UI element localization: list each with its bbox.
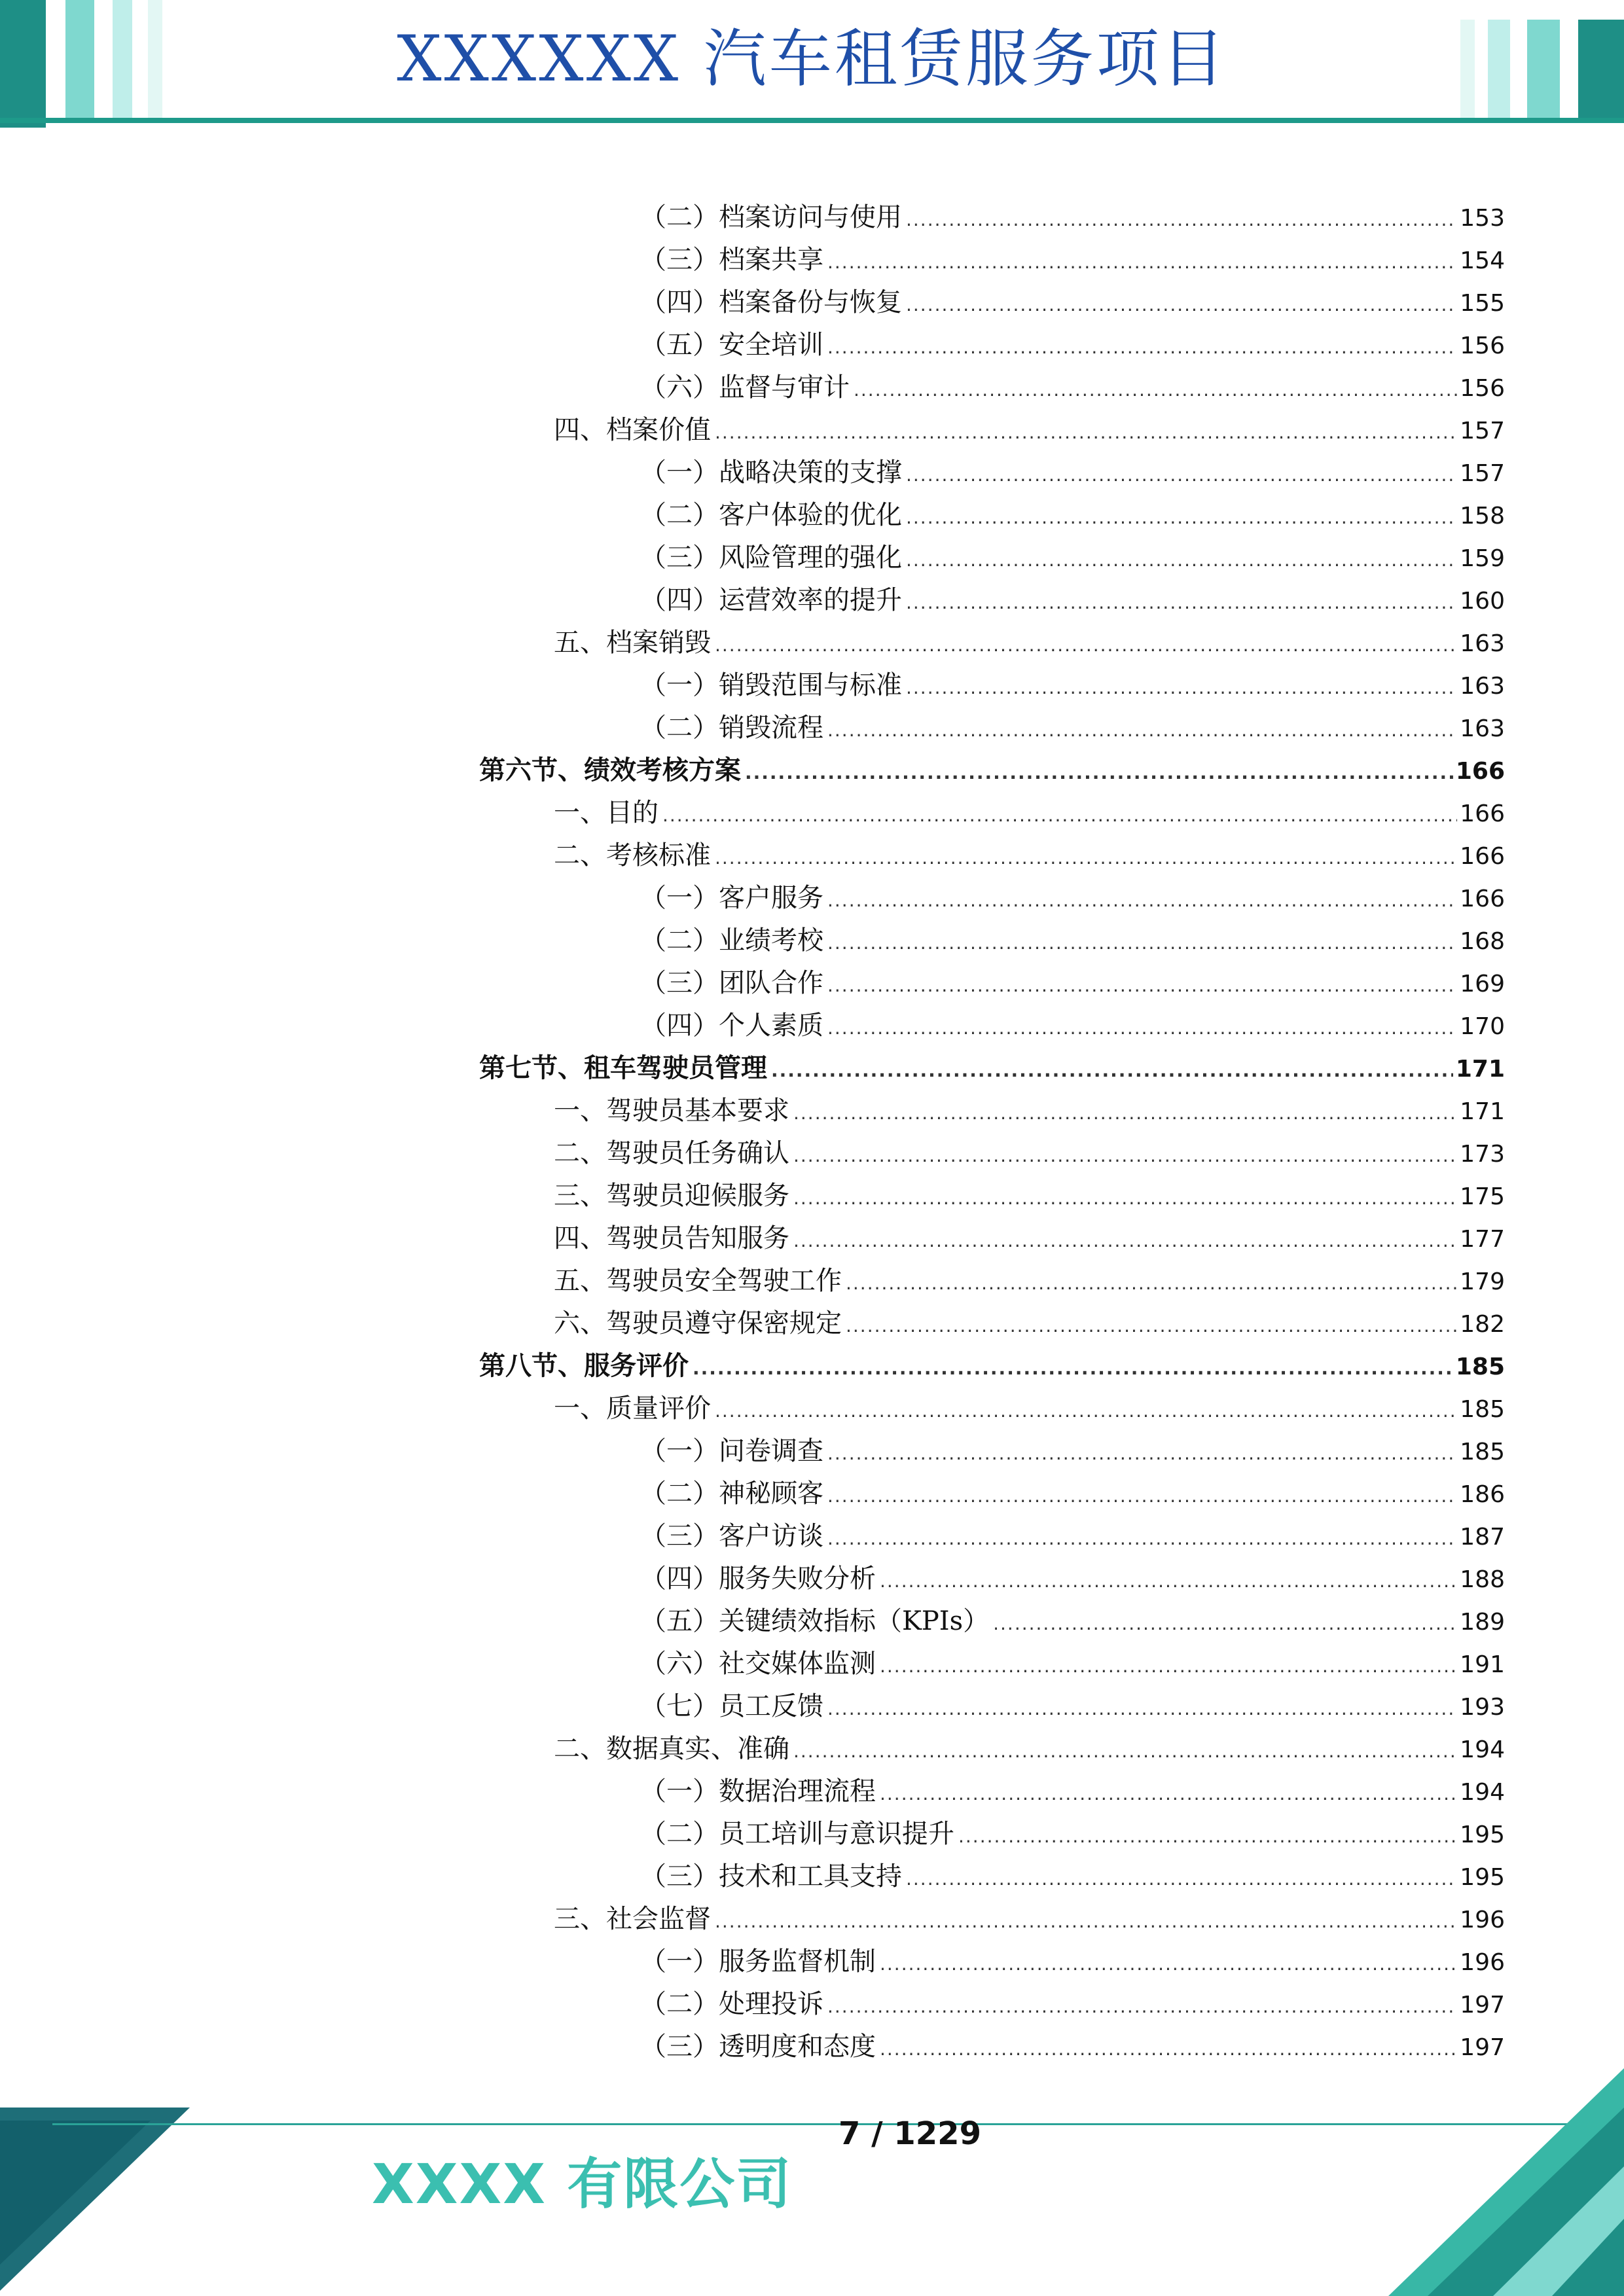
toc-leader-dots xyxy=(715,624,1457,666)
toc-entry-label: 第七节、租车驾驶员管理 xyxy=(479,1053,767,1083)
toc-entry[interactable] xyxy=(479,1345,1505,1387)
toc-leader-dots xyxy=(880,1773,1457,1815)
toc-entry-label: （五）关键绩效指标（KPIs） xyxy=(640,1606,990,1636)
toc-entry-page: 185 xyxy=(1460,1439,1505,1465)
footer-decoration-left xyxy=(0,2068,196,2296)
toc-entry-page: 182 xyxy=(1460,1311,1505,1338)
toc-entry[interactable] xyxy=(640,1005,1505,1047)
toc-entry-page: 160 xyxy=(1460,588,1505,615)
toc-entry-label: 三、社会监督 xyxy=(554,1904,711,1934)
toc-entry-label: （一）服务监督机制 xyxy=(640,1946,876,1977)
toc-leader-dots xyxy=(846,1305,1457,1347)
toc-entry-label: （一）问卷调查 xyxy=(640,1436,823,1466)
toc-entry[interactable] xyxy=(640,452,1505,493)
toc-entry-page: 186 xyxy=(1460,1481,1505,1508)
toc-entry[interactable] xyxy=(640,1770,1505,1812)
toc-entry-label: （一）客户服务 xyxy=(640,883,823,913)
toc-entry-page: 157 xyxy=(1460,460,1505,487)
toc-entry[interactable] xyxy=(640,1430,1505,1472)
toc-leader-dots xyxy=(827,1986,1457,2028)
toc-entry-page: 171 xyxy=(1460,1098,1505,1125)
toc-leader-dots xyxy=(827,242,1457,283)
toc-entry-page: 196 xyxy=(1460,1949,1505,1976)
toc-entry-label: 四、档案价值 xyxy=(554,415,711,445)
toc-entry-label: （一）销毁范围与标准 xyxy=(640,670,902,700)
toc-entry-page: 158 xyxy=(1460,503,1505,529)
toc-entry-page: 185 xyxy=(1460,1396,1505,1423)
toc-leader-dots xyxy=(993,1603,1457,1645)
toc-entry-label: （三）风险管理的强化 xyxy=(640,543,902,573)
toc-entry-label: （一）数据治理流程 xyxy=(640,1776,876,1806)
toc-entry-label: （二）档案访问与使用 xyxy=(640,202,902,232)
toc-entry[interactable] xyxy=(640,324,1505,366)
toc-entry-page: 195 xyxy=(1460,1821,1505,1848)
toc-entry-page: 175 xyxy=(1460,1183,1505,1210)
toc-entry-label: （三）技术和工具支持 xyxy=(640,1861,902,1892)
toc-entry-page: 166 xyxy=(1460,800,1505,827)
toc-entry-page: 189 xyxy=(1460,1609,1505,1636)
toc-entry-label: （三）团队合作 xyxy=(640,968,823,998)
toc-entry[interactable] xyxy=(640,1813,1505,1855)
toc-entry[interactable] xyxy=(640,239,1505,281)
toc-entry[interactable] xyxy=(554,1388,1505,1429)
toc-entry[interactable] xyxy=(640,494,1505,536)
toc-leader-dots xyxy=(745,752,1453,794)
toc-entry-page: 195 xyxy=(1460,1864,1505,1891)
toc-leader-dots xyxy=(906,582,1457,624)
toc-leader-dots xyxy=(827,1007,1457,1049)
toc-entry[interactable] xyxy=(640,1983,1505,2025)
toc-entry-page: 159 xyxy=(1460,545,1505,572)
toc-entry[interactable] xyxy=(554,1898,1505,1940)
toc-entry-page: 188 xyxy=(1460,1566,1505,1593)
toc-entry[interactable] xyxy=(640,367,1505,408)
toc-entry-page: 155 xyxy=(1460,290,1505,317)
toc-leader-dots xyxy=(715,837,1457,879)
toc-entry[interactable] xyxy=(554,409,1505,451)
toc-entry-label: （七）员工反馈 xyxy=(640,1691,823,1721)
toc-leader-dots xyxy=(906,667,1457,709)
toc-leader-dots xyxy=(793,1092,1457,1134)
toc-entry[interactable] xyxy=(554,792,1505,834)
toc-entry-page: 163 xyxy=(1460,715,1505,742)
footer xyxy=(0,2068,1624,2296)
toc-entry-page: 191 xyxy=(1460,1651,1505,1678)
toc-leader-dots xyxy=(827,922,1457,964)
toc-leader-dots xyxy=(880,1943,1457,1985)
toc-entry[interactable] xyxy=(640,962,1505,1004)
toc-entry-page: 153 xyxy=(1460,205,1505,232)
toc-entry-label: （四）服务失败分析 xyxy=(640,1564,876,1594)
header-rule xyxy=(0,118,1624,123)
company-name: XXXX 有限公司 xyxy=(372,2152,793,2216)
toc-entry-label: （一）战略决策的支撑 xyxy=(640,457,902,488)
toc-entry[interactable] xyxy=(479,1047,1505,1089)
toc-entry[interactable] xyxy=(640,1473,1505,1515)
toc-leader-dots xyxy=(715,1390,1457,1432)
toc-entry[interactable] xyxy=(640,1558,1505,1600)
toc-entry[interactable] xyxy=(640,1515,1505,1557)
toc-entry-label: （三）客户访谈 xyxy=(640,1521,823,1551)
toc-leader-dots xyxy=(906,199,1457,241)
toc-entry[interactable] xyxy=(640,1856,1505,1897)
toc-entry[interactable] xyxy=(554,622,1505,664)
toc-entry-label: 四、驾驶员告知服务 xyxy=(554,1223,789,1253)
toc-entry-page: 163 xyxy=(1460,630,1505,657)
toc-entry-label: （三）档案共享 xyxy=(640,245,823,275)
toc-entry[interactable] xyxy=(640,196,1505,238)
toc-entry-page: 197 xyxy=(1460,2034,1505,2061)
toc-entry-page: 193 xyxy=(1460,1694,1505,1721)
toc-leader-dots xyxy=(827,1688,1457,1730)
toc-entry-label: （二）员工培训与意识提升 xyxy=(640,1819,954,1849)
toc-entry-page: 185 xyxy=(1455,1354,1505,1380)
toc-entry-label: （二）业绩考校 xyxy=(640,925,823,956)
toc-entry[interactable] xyxy=(640,1941,1505,1982)
toc-leader-dots xyxy=(827,1433,1457,1475)
toc-leader-dots xyxy=(827,880,1457,922)
toc-entry-label: （四）运营效率的提升 xyxy=(640,585,902,615)
toc-entry-label: 第六节、绩效考核方案 xyxy=(479,755,741,785)
toc-entry-label: 二、考核标准 xyxy=(554,840,711,870)
toc-leader-dots xyxy=(880,1645,1457,1687)
toc-entry-page: 163 xyxy=(1460,673,1505,700)
toc-entry[interactable] xyxy=(640,537,1505,579)
toc-leader-dots xyxy=(715,1901,1457,1943)
toc-entry-page: 173 xyxy=(1460,1141,1505,1168)
toc-leader-dots xyxy=(827,1475,1457,1517)
toc-leader-dots xyxy=(906,284,1457,326)
toc-entry-page: 166 xyxy=(1455,758,1505,785)
page-number: 7 / 1229 xyxy=(839,2115,981,2152)
toc-entry[interactable] xyxy=(640,877,1505,919)
toc-entry-label: （四）个人素质 xyxy=(640,1011,823,1041)
toc-entry-label: （四）档案备份与恢复 xyxy=(640,287,902,317)
toc-entry-label: 五、驾驶员安全驾驶工作 xyxy=(554,1266,842,1296)
toc-leader-dots xyxy=(793,1220,1457,1262)
toc-entry-label: 第八节、服务评价 xyxy=(479,1351,689,1381)
toc-leader-dots xyxy=(793,1731,1457,1772)
toc-entry[interactable] xyxy=(479,749,1505,791)
toc-entry[interactable] xyxy=(640,579,1505,621)
toc-entry-page: 156 xyxy=(1460,375,1505,402)
toc-entry[interactable] xyxy=(554,1175,1505,1217)
toc-entry-page: 187 xyxy=(1460,1524,1505,1551)
toc-leader-dots xyxy=(771,1050,1453,1092)
toc-leader-dots xyxy=(715,412,1457,454)
toc-leader-dots xyxy=(827,965,1457,1007)
toc-entry-label: （五）安全培训 xyxy=(640,330,823,360)
toc-entry[interactable] xyxy=(640,2026,1505,2068)
toc-entry-label: 一、质量评价 xyxy=(554,1393,711,1424)
toc-entry-label: （三）透明度和态度 xyxy=(640,2032,876,2062)
toc-entry[interactable] xyxy=(554,834,1505,876)
toc-leader-dots xyxy=(880,1560,1457,1602)
toc-leader-dots xyxy=(662,795,1457,836)
toc-leader-dots xyxy=(906,497,1457,539)
toc-entry[interactable] xyxy=(554,1302,1505,1344)
toc-entry[interactable] xyxy=(640,1643,1505,1685)
toc-entry-page: 166 xyxy=(1460,886,1505,912)
toc-leader-dots xyxy=(827,1518,1457,1560)
toc-entry-page: 169 xyxy=(1460,971,1505,997)
footer-decoration-right xyxy=(1349,2068,1624,2296)
toc-entry-page: 196 xyxy=(1460,1907,1505,1933)
toc-entry-label: 六、驾驶员遵守保密规定 xyxy=(554,1308,842,1338)
toc-entry[interactable] xyxy=(554,1728,1505,1770)
toc-entry-page: 168 xyxy=(1460,928,1505,955)
toc-entry-page: 170 xyxy=(1460,1013,1505,1040)
toc-leader-dots xyxy=(793,1135,1457,1177)
toc-entry-page: 154 xyxy=(1460,247,1505,274)
toc-entry-page: 177 xyxy=(1460,1226,1505,1253)
toc-entry-page: 194 xyxy=(1460,1779,1505,1806)
toc-entry[interactable] xyxy=(640,281,1505,323)
toc-entry-label: （二）销毁流程 xyxy=(640,713,823,743)
toc-leader-dots xyxy=(958,1816,1457,1857)
toc-entry[interactable] xyxy=(554,1260,1505,1302)
toc-leader-dots xyxy=(906,1858,1457,1900)
toc-entry-label: 五、档案销毁 xyxy=(554,628,711,658)
toc-entry-label: 一、驾驶员基本要求 xyxy=(554,1096,789,1126)
toc-entry-page: 156 xyxy=(1460,332,1505,359)
toc-leader-dots xyxy=(854,369,1457,411)
toc-entry[interactable] xyxy=(554,1132,1505,1174)
toc-entry[interactable] xyxy=(554,1090,1505,1132)
toc-leader-dots xyxy=(906,539,1457,581)
toc-leader-dots xyxy=(693,1348,1453,1390)
toc-leader-dots xyxy=(906,454,1457,496)
toc-leader-dots xyxy=(827,327,1457,368)
toc-entry-page: 166 xyxy=(1460,843,1505,870)
toc-entry[interactable] xyxy=(640,1600,1505,1642)
toc-entry-label: 二、数据真实、准确 xyxy=(554,1734,789,1764)
toc-leader-dots xyxy=(880,2028,1457,2070)
toc-entry-page: 179 xyxy=(1460,1268,1505,1295)
toc-entry[interactable] xyxy=(640,1685,1505,1727)
toc-entry[interactable] xyxy=(554,1217,1505,1259)
toc-entry-label: （二）神秘顾客 xyxy=(640,1479,823,1509)
toc-entry-page: 197 xyxy=(1460,1992,1505,2018)
toc-entry-label: 二、驾驶员任务确认 xyxy=(554,1138,789,1168)
toc-leader-dots xyxy=(827,709,1457,751)
toc-entry-page: 171 xyxy=(1455,1056,1505,1083)
toc-entry-label: （六）社交媒体监测 xyxy=(640,1649,876,1679)
toc-leader-dots xyxy=(846,1263,1457,1304)
toc-entry-label: 三、驾驶员迎候服务 xyxy=(554,1181,789,1211)
toc-entry-label: （二）处理投诉 xyxy=(640,1989,823,2019)
toc-entry[interactable] xyxy=(640,707,1505,749)
toc-entry-label: 一、目的 xyxy=(554,798,659,828)
document-title: XXXXXX 汽车租赁服务项目 xyxy=(397,22,1227,96)
toc-entry[interactable] xyxy=(640,920,1505,961)
toc-entry[interactable] xyxy=(640,664,1505,706)
toc-entry-page: 194 xyxy=(1460,1736,1505,1763)
toc-leader-dots xyxy=(793,1177,1457,1219)
toc-entry-label: （六）监督与审计 xyxy=(640,372,850,403)
toc-entry-page: 157 xyxy=(1460,418,1505,444)
toc-entry-label: （二）客户体验的优化 xyxy=(640,500,902,530)
